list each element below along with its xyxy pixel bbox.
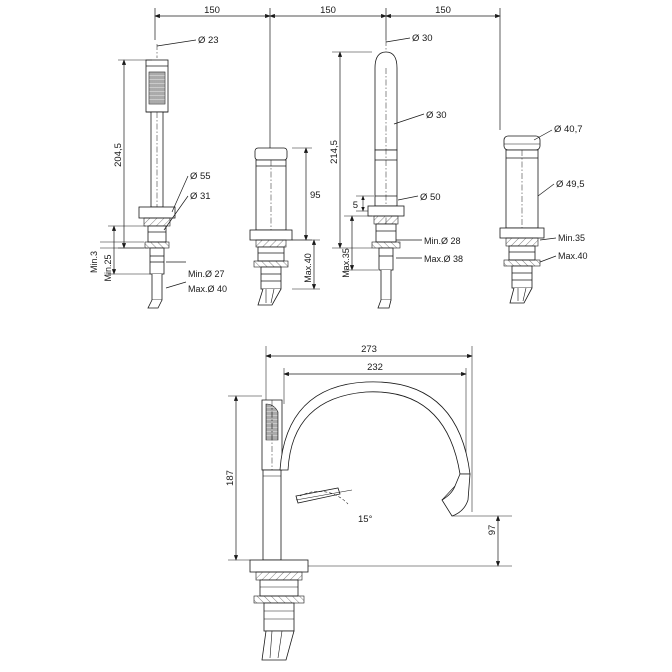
dim-spout-mid-diameter: Ø 30 xyxy=(426,110,447,121)
dim-diverter-cap-diameter: Ø 40,7 xyxy=(554,124,583,135)
dim-valve-max-thickness: Max.40 xyxy=(303,253,313,283)
dim-diverter-body-diameter: Ø 49,5 xyxy=(556,179,585,190)
dim-spout-offset: 5 xyxy=(352,200,358,211)
dim-spout-base-diameter: Ø 50 xyxy=(420,192,441,203)
dim-overall-reach: 273 xyxy=(361,344,377,355)
view-handshower xyxy=(100,40,196,308)
dim-spacing-3: 150 xyxy=(435,5,451,16)
dim-spacing-1: 150 xyxy=(204,5,220,16)
dim-handshower-min25: Min.25 xyxy=(103,254,113,282)
top-dimension-chain xyxy=(155,8,500,150)
dim-handshower-height: 204,5 xyxy=(113,143,124,167)
dim-diverter-max-thickness: Max.40 xyxy=(558,251,588,261)
dim-handshower-head-diameter: Ø 23 xyxy=(198,35,219,46)
dim-spout-max-thickness: Max.35 xyxy=(341,248,351,278)
dim-spout-max-hole: Max.Ø 38 xyxy=(424,254,464,264)
dim-handshower-min3: Min.3 xyxy=(89,250,99,274)
dim-assembly-height: 187 xyxy=(225,470,236,486)
dim-spout-top-diameter: Ø 30 xyxy=(412,33,433,44)
view-diverter-handle xyxy=(500,130,556,303)
dim-valve-height: 95 xyxy=(310,190,321,201)
dim-handshower-stem: Ø 31 xyxy=(190,191,211,202)
dim-handle-angle: 15° xyxy=(358,514,373,525)
dim-spout-min-hole: Min.Ø 28 xyxy=(424,236,461,246)
dim-outlet-height: 97 xyxy=(487,524,498,536)
dim-handshower-min-hole: Min.Ø 27 xyxy=(188,269,225,279)
dim-handshower-flange: Ø 55 xyxy=(190,171,211,182)
dim-spout-height: 214,5 xyxy=(329,140,340,164)
dim-spacing-2: 150 xyxy=(320,5,336,16)
dim-handshower-max-hole: Max.Ø 40 xyxy=(188,284,228,294)
dim-diverter-min-thickness: Min.35 xyxy=(558,233,586,243)
view-assembly-elevation xyxy=(228,346,512,660)
dim-spout-reach: 232 xyxy=(367,362,383,373)
